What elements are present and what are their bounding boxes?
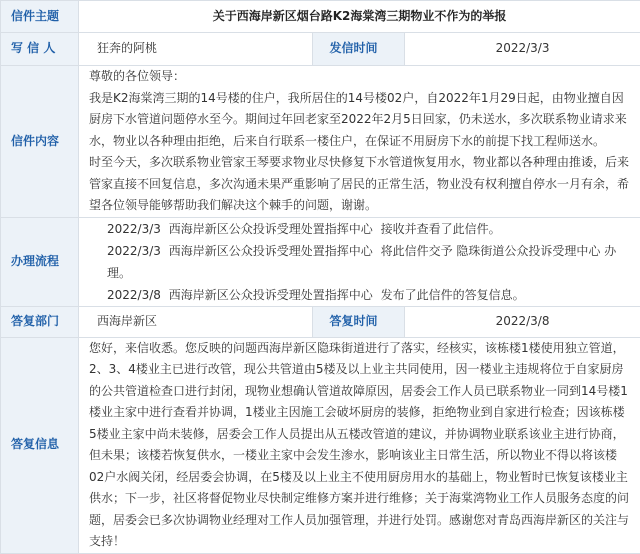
- reply-row: [1, 337, 640, 553]
- writer-label: 写 信 人: [1, 33, 79, 66]
- process-step: [89, 240, 630, 284]
- subject-label: 信件主题: [1, 1, 79, 33]
- sender-row: [1, 33, 640, 66]
- process-step: [89, 218, 630, 240]
- reply-label: 答复信息: [1, 337, 79, 553]
- reply-dept-label: 答复部门: [1, 306, 79, 337]
- letter-content: [79, 66, 640, 218]
- content-label: 信件内容: [1, 66, 79, 218]
- process-step-action: 接收并查看了此信件。: [381, 222, 501, 236]
- content-paragraph-2: 时至今天，多次联系物业管家王琴要求物业尽快修复下水管道恢复用水，物业都以各种理由推诿，后来管家直接不回复信息，多次沟通未果严重影响了居民的正常生活，物业没有权利擅自停水一月有余，希望各位领导能够帮助我们解决这个棘手的问题，谢谢。: [89, 152, 630, 217]
- content-paragraph-greeting: 尊敬的各位领导：: [89, 66, 630, 88]
- subject-row: [1, 1, 640, 33]
- reply-time-label: 答复时间: [313, 306, 405, 337]
- process-step-org: 西海岸新区公众投诉受理处置指挥中心: [169, 288, 373, 302]
- process-step-action: 将此信件交予 隐珠街道公众投诉受理中心 办理。: [107, 244, 616, 280]
- process-step: [89, 284, 630, 306]
- process-steps: [79, 217, 640, 306]
- reply-dept: 西海岸新区: [79, 306, 313, 337]
- process-step-org: 西海岸新区公众投诉受理处置指挥中心: [169, 244, 373, 258]
- content-paragraph-1: 我是K2海棠湾三期的14号楼的住户，我所居住的14号楼02户，自2022年1月29日起，由物业擅自因厨房下水管道问题停水至今。期间过年回老家至2022年2月5日回家，仍未送水，多次联系物业请求来水，物业以各种理由拒绝，后来自行联系一楼住户，在保证不用厨房下水的前提下找工程师送水。: [89, 88, 630, 153]
- reply-meta-row: [1, 306, 640, 337]
- send-time-label: 发信时间: [313, 33, 405, 66]
- process-step-date: 2022/3/3: [107, 222, 161, 236]
- reply-time: 2022/3/8: [405, 306, 640, 337]
- writer-name: 狂奔的阿桃: [79, 33, 313, 66]
- process-row: [1, 217, 640, 306]
- process-step-date: 2022/3/3: [107, 244, 161, 258]
- send-time: 2022/3/3: [405, 33, 640, 66]
- letter-subject: 关于西海岸新区烟台路K2海棠湾三期物业不作为的举报: [79, 1, 640, 33]
- process-step-date: 2022/3/8: [107, 288, 161, 302]
- process-label: 办理流程: [1, 217, 79, 306]
- content-row: [1, 66, 640, 218]
- process-step-action: 发布了此信件的答复信息。: [381, 288, 525, 302]
- process-step-org: 西海岸新区公众投诉受理处置指挥中心: [169, 222, 373, 236]
- reply-text: 您好，来信收悉。您反映的问题西海岸新区隐珠街道进行了落实，经核实，该栋楼1楼使用独立管道，2、3、4楼业主已进行改管，现公共管道由5楼及以上业主共同使用，因一楼业主违规将位于自家厨房的公共管道检查口进行封闭，现物业想确认管道故障原因，居委会工作人员已联系物业一同到14号楼1楼业主家中进行查看并协调，1楼业主因施工会破坏厨房的装修，拒绝物业到自家进行检查；因该栋楼5楼业主家中尚未装修，居委会工作人员提出从五楼改管道的建议，并协调物业联系该业主进行协商，但未果；该楼若恢复供水，一楼业主家中会发生渗水，影响该业主日常生活，所以物业不得以将该楼02户水阀关闭，经居委会协调，在5楼及以上业主不使用厨房用水的基础上，物业暂时已恢复该楼业主供水；下一步，社区将督促物业尽快制定维修方案并进行维修；关于海棠湾物业工作人员服务态度的问题，居委会已多次协调物业经理对工作人员加强管理，并进行处罚。感谢您对青岛西海岸新区的关注与支持！: [79, 337, 640, 553]
